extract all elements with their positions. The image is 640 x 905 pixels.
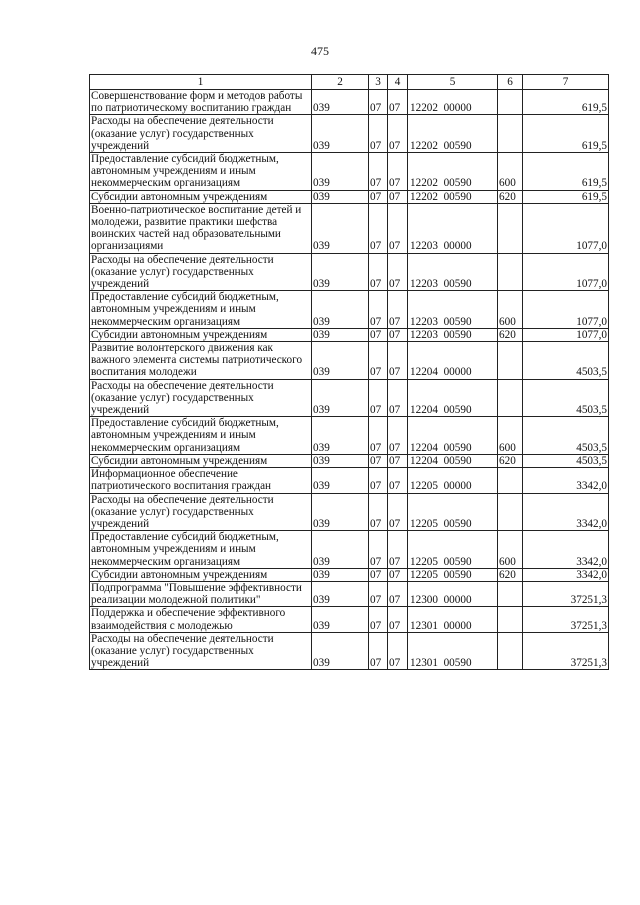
row-ministry: 039	[312, 203, 369, 253]
row-expense	[498, 115, 523, 153]
row-amount: 1077,0	[523, 291, 609, 329]
header-col-6: 6	[498, 75, 523, 90]
row-name: Расходы на обеспечение деятельности (оказание услуг) государственных учреждений	[90, 379, 312, 417]
row-target: 12203 00590	[408, 328, 498, 341]
row-target: 12205 00590	[408, 493, 498, 531]
table-row	[90, 454, 609, 467]
row-section: 07	[369, 454, 388, 467]
table-row	[90, 468, 609, 493]
row-name: Расходы на обеспечение деятельности (оказание услуг) государственных учреждений	[90, 493, 312, 531]
row-name: Подпрограмма "Повышение эффективности реализации молодежной политики"	[90, 581, 312, 606]
row-subsection: 07	[388, 90, 408, 115]
row-name: Расходы на обеспечение деятельности (оказание услуг) государственных учреждений	[90, 253, 312, 291]
table-row	[90, 379, 609, 417]
row-section: 07	[369, 379, 388, 417]
row-amount: 4503,5	[523, 454, 609, 467]
row-subsection: 07	[388, 468, 408, 493]
row-name: Предоставление субсидий бюджетным, автономным учреждениям и иным некоммерческим организациям	[90, 531, 312, 569]
page-number: 475	[311, 44, 329, 58]
row-amount: 3342,0	[523, 493, 609, 531]
row-subsection: 07	[388, 342, 408, 380]
table-row	[90, 328, 609, 341]
row-section: 07	[369, 291, 388, 329]
row-ministry: 039	[312, 328, 369, 341]
row-amount: 37251,3	[523, 632, 609, 670]
row-amount: 619,5	[523, 115, 609, 153]
row-target: 12202 00590	[408, 115, 498, 153]
row-name: Субсидии автономным учреждениям	[90, 190, 312, 203]
row-amount: 4503,5	[523, 379, 609, 417]
table-row	[90, 253, 609, 291]
row-ministry: 039	[312, 342, 369, 380]
row-target: 12301 00000	[408, 607, 498, 632]
header-col-7: 7	[523, 75, 609, 90]
row-target: 12205 00590	[408, 531, 498, 569]
row-name: Информационное обеспечение патриотического воспитания граждан	[90, 468, 312, 493]
row-name: Субсидии автономным учреждениям	[90, 328, 312, 341]
row-expense	[498, 379, 523, 417]
row-ministry: 039	[312, 291, 369, 329]
row-target: 12203 00590	[408, 253, 498, 291]
row-amount: 619,5	[523, 190, 609, 203]
row-subsection: 07	[388, 115, 408, 153]
header-col-4: 4	[388, 75, 408, 90]
row-subsection: 07	[388, 379, 408, 417]
row-section: 07	[369, 115, 388, 153]
row-expense	[498, 253, 523, 291]
row-target: 12301 00590	[408, 632, 498, 670]
table-row	[90, 190, 609, 203]
row-section: 07	[369, 203, 388, 253]
row-subsection: 07	[388, 454, 408, 467]
row-section: 07	[369, 328, 388, 341]
row-subsection: 07	[388, 568, 408, 581]
row-expense: 600	[498, 291, 523, 329]
row-target: 12300 00000	[408, 581, 498, 606]
row-section: 07	[369, 581, 388, 606]
row-expense: 620	[498, 190, 523, 203]
row-name: Военно-патриотическое воспитание детей и молодежи, развитие практики шефства воинских частей над образовательными организациями	[90, 203, 312, 253]
table-row	[90, 153, 609, 191]
row-name: Субсидии автономным учреждениям	[90, 454, 312, 467]
row-name: Расходы на обеспечение деятельности (оказание услуг) государственных учреждений	[90, 632, 312, 670]
row-amount: 4503,5	[523, 342, 609, 380]
row-amount: 619,5	[523, 90, 609, 115]
row-amount: 1077,0	[523, 253, 609, 291]
row-expense: 600	[498, 531, 523, 569]
row-amount: 37251,3	[523, 581, 609, 606]
header-col-1: 1	[90, 75, 312, 90]
row-amount: 3342,0	[523, 531, 609, 569]
row-target: 12202 00000	[408, 90, 498, 115]
row-name: Развитие волонтерского движения как важного элемента системы патриотического воспитания молодежи	[90, 342, 312, 380]
table-row	[90, 115, 609, 153]
row-target: 12204 00000	[408, 342, 498, 380]
row-ministry: 039	[312, 468, 369, 493]
row-ministry: 039	[312, 379, 369, 417]
header-row	[90, 75, 609, 90]
row-subsection: 07	[388, 203, 408, 253]
row-subsection: 07	[388, 531, 408, 569]
table-row	[90, 417, 609, 455]
table-row	[90, 568, 609, 581]
row-ministry: 039	[312, 253, 369, 291]
header-col-2: 2	[312, 75, 369, 90]
row-section: 07	[369, 190, 388, 203]
row-expense: 600	[498, 153, 523, 191]
row-ministry: 039	[312, 632, 369, 670]
row-target: 12204 00590	[408, 454, 498, 467]
row-section: 07	[369, 468, 388, 493]
row-name: Расходы на обеспечение деятельности (оказание услуг) государственных учреждений	[90, 115, 312, 153]
row-subsection: 07	[388, 493, 408, 531]
header-col-5: 5	[408, 75, 498, 90]
row-target: 12203 00000	[408, 203, 498, 253]
row-target: 12205 00590	[408, 568, 498, 581]
row-name: Субсидии автономным учреждениям	[90, 568, 312, 581]
row-name: Поддержка и обеспечение эффективного взаимодействия с молодежью	[90, 607, 312, 632]
row-amount: 3342,0	[523, 468, 609, 493]
table-row	[90, 531, 609, 569]
row-subsection: 07	[388, 581, 408, 606]
row-amount: 619,5	[523, 153, 609, 191]
row-section: 07	[369, 531, 388, 569]
row-target: 12202 00590	[408, 153, 498, 191]
row-expense: 620	[498, 454, 523, 467]
table-row	[90, 291, 609, 329]
row-expense	[498, 632, 523, 670]
row-section: 07	[369, 90, 388, 115]
row-amount: 1077,0	[523, 328, 609, 341]
row-subsection: 07	[388, 607, 408, 632]
row-ministry: 039	[312, 568, 369, 581]
row-expense	[498, 468, 523, 493]
row-amount: 3342,0	[523, 568, 609, 581]
row-subsection: 07	[388, 153, 408, 191]
row-ministry: 039	[312, 417, 369, 455]
row-ministry: 039	[312, 531, 369, 569]
table-row	[90, 90, 609, 115]
row-section: 07	[369, 153, 388, 191]
table-row	[90, 342, 609, 380]
row-ministry: 039	[312, 153, 369, 191]
row-section: 07	[369, 342, 388, 380]
row-ministry: 039	[312, 115, 369, 153]
row-ministry: 039	[312, 581, 369, 606]
row-name: Предоставление субсидий бюджетным, автономным учреждениям и иным некоммерческим организациям	[90, 291, 312, 329]
row-subsection: 07	[388, 291, 408, 329]
row-section: 07	[369, 417, 388, 455]
row-expense	[498, 493, 523, 531]
row-expense	[498, 607, 523, 632]
row-section: 07	[369, 632, 388, 670]
row-target: 12202 00590	[408, 190, 498, 203]
row-section: 07	[369, 253, 388, 291]
row-subsection: 07	[388, 190, 408, 203]
row-subsection: 07	[388, 328, 408, 341]
row-ministry: 039	[312, 454, 369, 467]
table-row	[90, 632, 609, 670]
table-row	[90, 607, 609, 632]
row-target: 12203 00590	[408, 291, 498, 329]
row-name: Предоставление субсидий бюджетным, автономным учреждениям и иным некоммерческим организациям	[90, 417, 312, 455]
row-section: 07	[369, 568, 388, 581]
row-expense: 620	[498, 328, 523, 341]
row-expense	[498, 90, 523, 115]
row-subsection: 07	[388, 632, 408, 670]
table-row	[90, 203, 609, 253]
budget-table	[89, 74, 609, 670]
row-ministry: 039	[312, 90, 369, 115]
row-expense	[498, 203, 523, 253]
row-target: 12205 00000	[408, 468, 498, 493]
row-target: 12204 00590	[408, 417, 498, 455]
row-expense: 600	[498, 417, 523, 455]
row-target: 12204 00590	[408, 379, 498, 417]
row-expense: 620	[498, 568, 523, 581]
table-row	[90, 493, 609, 531]
row-subsection: 07	[388, 417, 408, 455]
row-ministry: 039	[312, 493, 369, 531]
row-amount: 4503,5	[523, 417, 609, 455]
row-ministry: 039	[312, 190, 369, 203]
row-ministry: 039	[312, 607, 369, 632]
row-name: Предоставление субсидий бюджетным, автономным учреждениям и иным некоммерческим организациям	[90, 153, 312, 191]
row-name: Совершенствование форм и методов работы по патриотическому воспитанию граждан	[90, 90, 312, 115]
row-section: 07	[369, 607, 388, 632]
table-row	[90, 581, 609, 606]
row-amount: 37251,3	[523, 607, 609, 632]
row-section: 07	[369, 493, 388, 531]
row-expense	[498, 581, 523, 606]
row-amount: 1077,0	[523, 203, 609, 253]
header-col-3: 3	[369, 75, 388, 90]
row-subsection: 07	[388, 253, 408, 291]
row-expense	[498, 342, 523, 380]
